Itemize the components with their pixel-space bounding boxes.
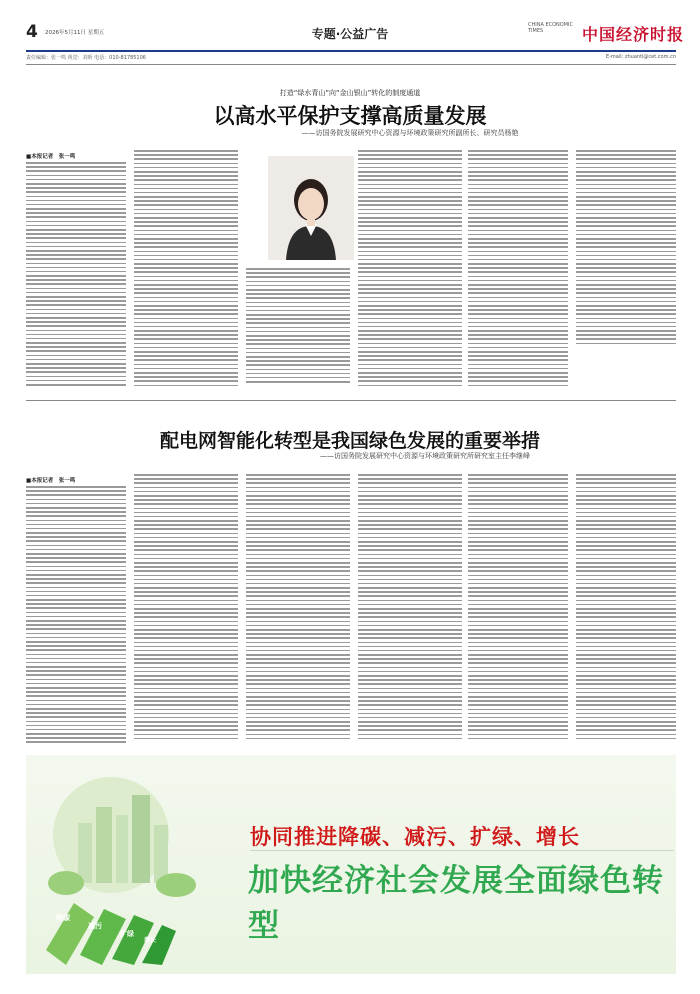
article1-column-3: [246, 268, 350, 390]
issue-date: 2026年5月11日 星期五: [45, 30, 105, 36]
info-bar: [26, 54, 676, 62]
ad-slogan-line2: 加快经济社会发展全面绿色转型: [248, 863, 664, 944]
email-contact: E-mail: zhuanti@cet.com.cn: [605, 54, 676, 60]
article2-column-4: [358, 474, 462, 744]
bar-label-1: 降碳: [56, 914, 70, 922]
ad-divider: [250, 850, 674, 851]
masthead-rule: [26, 50, 676, 52]
article2-column-6: [576, 474, 676, 744]
english-title: CHINA ECONOMIC TIMES: [528, 22, 574, 34]
article2-column-5: [468, 474, 568, 744]
article1-column-6: [576, 150, 676, 350]
article1-column-2: [134, 150, 238, 390]
article-divider: [26, 400, 676, 401]
article2-column-2: [134, 474, 238, 744]
info-rule: [26, 64, 676, 65]
bar-label-3: 扩绿: [120, 930, 134, 938]
bar-label-4: 增长: [144, 937, 157, 944]
portrait-illustration: [268, 156, 354, 260]
portrait-photo: [268, 156, 354, 260]
bar-label-2: 减污: [88, 922, 102, 930]
article2-headline: 配电网智能化转型是我国绿色发展的重要举措: [159, 430, 540, 452]
article1-column-4: [358, 150, 462, 390]
ad-slogan-line1: 协同推进降碳、减污、扩绿、增长: [250, 825, 580, 849]
page-number: 4: [26, 22, 38, 42]
article2-column-1: [26, 486, 126, 744]
newspaper-logo: 中国经济时报: [582, 25, 685, 44]
article1-column-1: [26, 162, 126, 390]
article1-column-5: [468, 150, 568, 390]
article1-headline: 以高水平保护支撑高质量发展: [213, 103, 487, 128]
green-bars: [46, 855, 176, 965]
article2-subhead: ——访国务院发展研究中心资源与环境政策研究所研究室主任李继峰: [320, 452, 530, 460]
article2-byline: ■本报记者 张一鸣: [26, 478, 76, 484]
article2-column-3: [246, 474, 350, 744]
public-service-ad: [26, 755, 676, 974]
article1-subhead: ——访国务院发展研究中心资源与环境政策研究所副所长、研究员杨艳: [301, 129, 519, 137]
editor-contact: 责任编辑：张一鸣 视觉：刘昕 电话：010-81785106: [26, 55, 146, 61]
section-title: 专题·公益广告: [311, 27, 389, 41]
article1-byline: ■本报记者 张一鸣: [26, 154, 76, 160]
article1-kicker: 打造“绿水青山”向“金山银山”转化的制度通道: [279, 89, 421, 97]
